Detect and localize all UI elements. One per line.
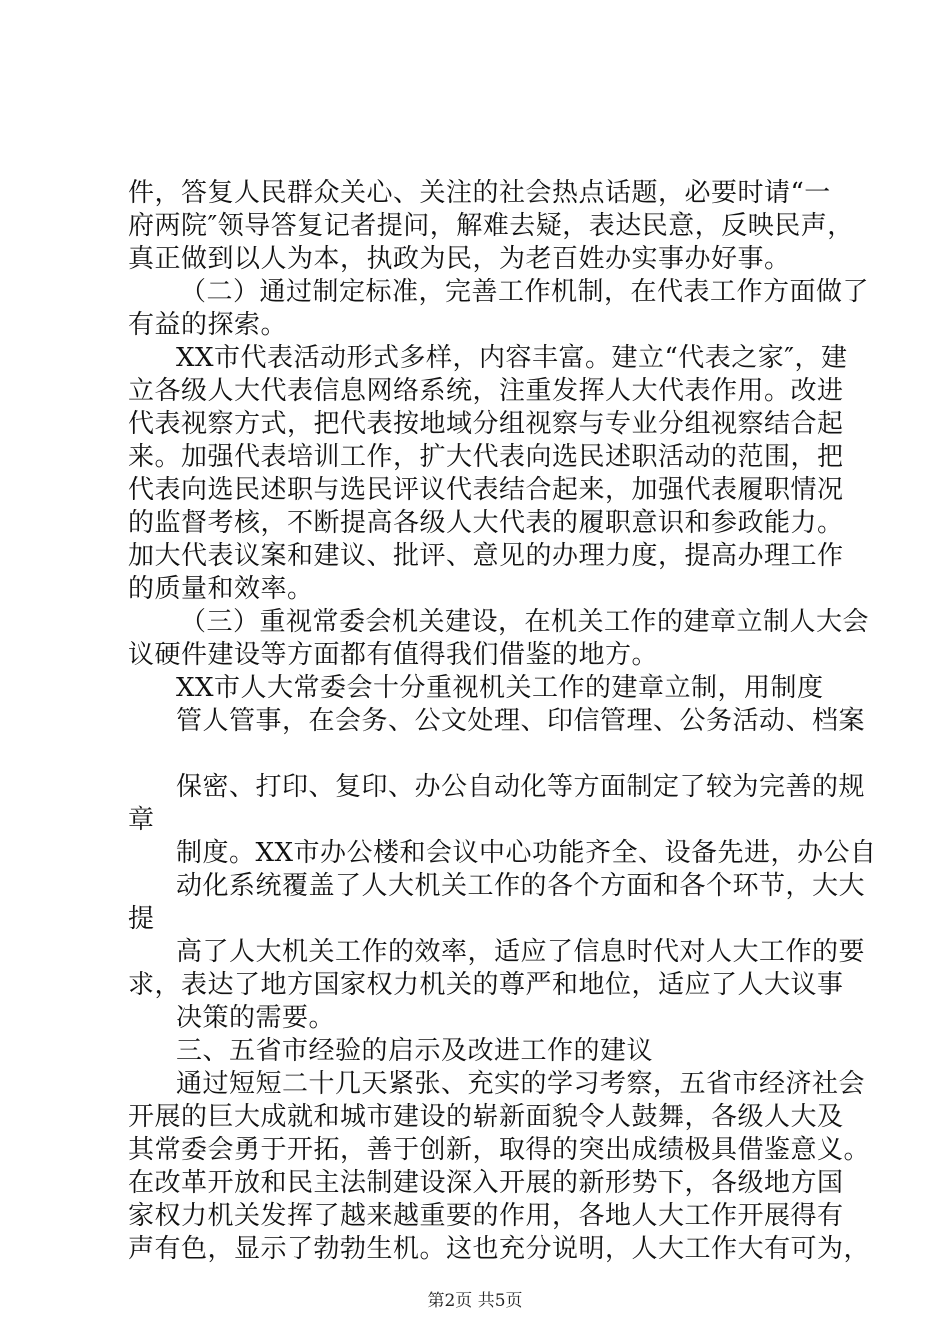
section-heading-line: 三、五省市经验的启示及改进工作的建议 <box>176 1036 654 1066</box>
paragraph-line: XX市人大常委会十分重视机关工作的建章立制，用制度 <box>176 673 824 703</box>
paragraph-line: 代表视察方式，把代表按地域分组视察与专业分组视察结合起 <box>128 409 844 439</box>
paragraph-line: 家权力机关发挥了越来越重要的作用，各地人大工作开展得有 <box>128 1201 844 1231</box>
paragraph-line: 件，答复人民群众关心、关注的社会热点话题，必要时请“一 <box>128 178 831 208</box>
paragraph-line: 高了人大机关工作的效率，适应了信息时代对人大工作的要 <box>176 937 866 967</box>
paragraph-line: 其常委会勇于开拓，善于创新，取得的突出成绩极具借鉴意义。 <box>128 1135 871 1165</box>
page-number-footer: 第2页 共5页 <box>427 1291 523 1311</box>
paragraph-line: 章 <box>128 805 155 835</box>
paragraph-line: 提 <box>128 904 155 934</box>
section-heading-line: （二）通过制定标准，完善工作机制，在代表工作方面做了 <box>180 277 870 307</box>
paragraph-line: 求，表达了地方国家权力机关的尊严和地位，适应了人大议事 <box>128 970 844 1000</box>
paragraph-line: 真正做到以人为本，执政为民，为老百姓办实事办好事。 <box>128 244 791 274</box>
paragraph-line: 立各级人大代表信息网络系统，注重发挥人大代表作用。改进 <box>128 376 844 406</box>
paragraph-line: 的质量和效率。 <box>128 574 314 604</box>
paragraph-line: 声有色，显示了勃勃生机。这也充分说明，人大工作大有可为， <box>128 1234 871 1264</box>
paragraph-line: 加大代表议案和建议、批评、意见的办理力度，提高办理工作 <box>128 541 844 571</box>
section-heading-line: 议硬件建设等方面都有值得我们借鉴的地方。 <box>128 640 659 670</box>
paragraph-line: 开展的巨大成就和城市建设的崭新面貌令人鼓舞，各级人大及 <box>128 1102 844 1132</box>
paragraph-line: 制度。XX市办公楼和会议中心功能齐全、设备先进，办公自 <box>176 838 877 868</box>
paragraph-line: 来。加强代表培训工作，扩大代表向选民述职活动的范围，把 <box>128 442 844 472</box>
paragraph-line: 通过短短二十几天紧张、充实的学习考察，五省市经济社会 <box>176 1069 866 1099</box>
paragraph-line: 保密、打印、复印、办公自动化等方面制定了较为完善的规 <box>176 772 866 802</box>
paragraph-line: 的监督考核，不断提高各级人大代表的履职意识和参政能力。 <box>128 508 844 538</box>
paragraph-line: 决策的需要。 <box>176 1003 336 1033</box>
paragraph-line: 动化系统覆盖了人大机关工作的各个方面和各个环节，大大 <box>176 871 866 901</box>
section-heading-line: （三）重视常委会机关建设，在机关工作的建章立制人大会 <box>180 607 870 637</box>
paragraph-line: XX市代表活动形式多样，内容丰富。建立“代表之家″，建 <box>176 343 848 373</box>
paragraph-line: 在改革开放和民主法制建设深入开展的新形势下，各级地方国 <box>128 1168 844 1198</box>
paragraph-line: 府两院″领导答复记者提问，解难去疑，表达民意，反映民声， <box>128 211 854 241</box>
paragraph-line: 代表向选民述职与选民评议代表结合起来，加强代表履职情况 <box>128 475 844 505</box>
paragraph-line: 管人管事，在会务、公文处理、印信管理、公务活动、档案 <box>176 706 866 736</box>
section-heading-line: 有益的探索。 <box>128 310 288 340</box>
